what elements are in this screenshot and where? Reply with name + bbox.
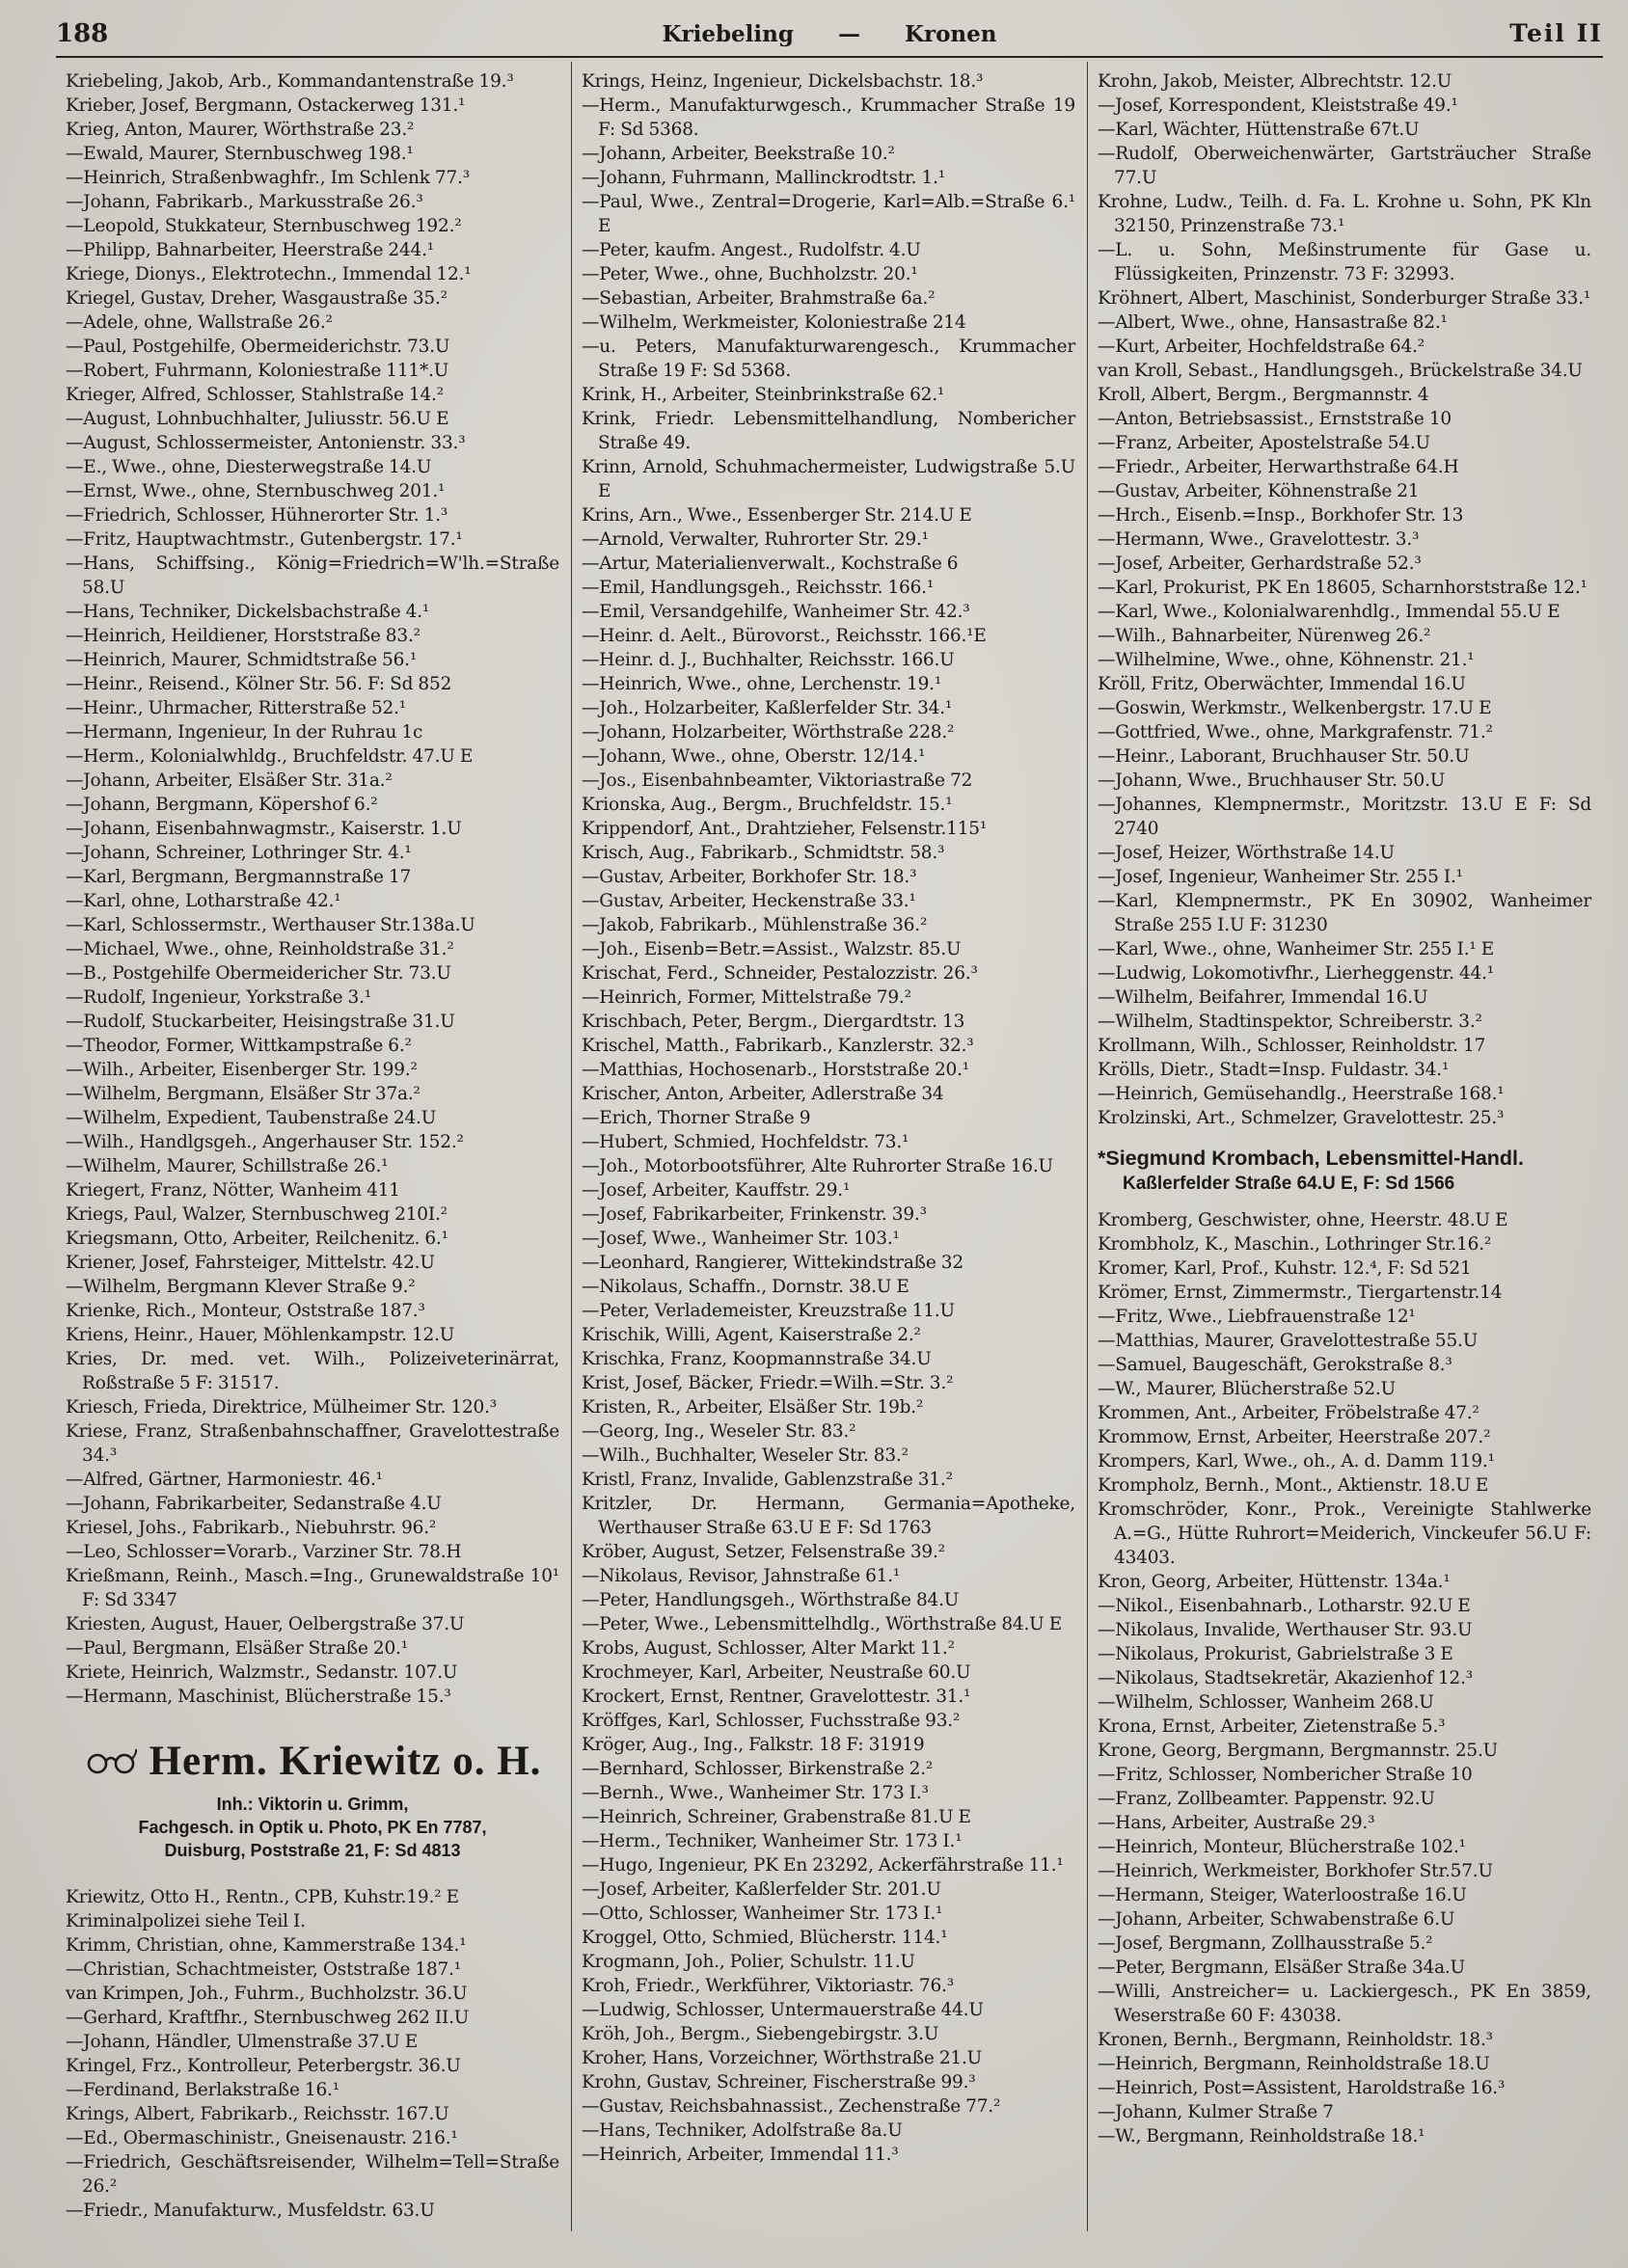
- directory-entry: Kriewitz, Otto H., Rentn., CPB, Kuhstr.19.² E: [66, 1887, 459, 1907]
- directory-entry: —Kurt, Arbeiter, Hochfeldstraße 64.²: [1098, 337, 1424, 357]
- page-number: 188: [56, 19, 109, 48]
- directory-entry: —Ed., Obermaschinistr., Gneisenaustr. 216.¹: [66, 2128, 458, 2148]
- directory-entry: —Heinrich, Post=Assistent, Haroldstraße 16.³: [1098, 2078, 1506, 2098]
- directory-entry: —Leo, Schlosser=Vorarb., Varziner Str. 78.H: [66, 1542, 462, 1562]
- running-head: [268, 21, 1391, 47]
- directory-entry: —B., Postgehilfe Obermeidericher Str. 73.U: [66, 963, 451, 984]
- directory-entry: —Sebastian, Arbeiter, Brahmstraße 6a.²: [582, 288, 936, 309]
- directory-entry: —Hans, Arbeiter, Austraße 29.³: [1098, 1813, 1375, 1833]
- directory-entry: —Hrch., Eisenb.=Insp., Borkhofer Str. 13: [1098, 505, 1464, 526]
- directory-entry: —Heinrich, Werkmeister, Borkhofer Str.57.U: [1098, 1861, 1493, 1881]
- directory-entry: Kroh, Friedr., Werkführer, Viktoriastr. 76.³: [582, 1976, 954, 1996]
- directory-entry: —Heinrich, Former, Mittelstraße 79.²: [582, 987, 911, 1008]
- directory-entry: —Peter, Bergmann, Elsäßer Straße 34a.U: [1098, 1958, 1465, 1978]
- directory-entry: —Joh., Holzarbeiter, Kaßlerfelder Str. 34.¹: [582, 698, 953, 718]
- directory-entry: —Wilh., Handlgsgeh., Angerhauser Str. 152.²: [66, 1132, 464, 1152]
- directory-entry: Kron, Georg, Arbeiter, Hüttenstr. 134a.¹: [1098, 1572, 1451, 1592]
- directory-entry: —Hans, Techniker, Adolfstraße 8a.U: [582, 2120, 903, 2141]
- directory-entry: —Philipp, Bahnarbeiter, Heerstraße 244.¹: [66, 240, 435, 260]
- ad-owner-line: Inh.: Viktorin u. Grimm,: [216, 1795, 409, 1814]
- directory-entry: Krimm, Christian, ohne, Kammerstraße 134.¹: [66, 1935, 467, 1956]
- directory-entry: Krona, Ernst, Arbeiter, Zietenstraße 5.³: [1098, 1716, 1446, 1737]
- directory-entry: —Theodor, Former, Wittkampstraße 6.²: [66, 1036, 412, 1056]
- directory-entry: Krisch, Aug., Fabrikarb., Schmidtstr. 58.³: [582, 843, 945, 863]
- directory-entry: Kriese, Franz, Straßenbahnschaffner, Gravelottestraße 34.³: [66, 1421, 559, 1466]
- directory-entry: Krienke, Rich., Monteur, Oststraße 187.³: [66, 1301, 425, 1321]
- running-head-separator: —: [837, 21, 860, 47]
- directory-entry: —Matthias, Maurer, Gravelottestraße 55.U: [1098, 1331, 1479, 1351]
- directory-entry: Krompholz, Bernh., Mont., Aktienstr. 18.U E: [1098, 1475, 1489, 1496]
- directory-entry: —Gottfried, Wwe., ohne, Markgrafenstr. 71.²: [1098, 722, 1493, 742]
- directory-entry: —W., Bergmann, Reinholdstraße 18.¹: [1098, 2126, 1425, 2146]
- directory-entry: —Ferdinand, Berlakstraße 16.¹: [66, 2080, 339, 2100]
- directory-entry: —Nikolaus, Stadtsekretär, Akazienhof 12.³: [1098, 1668, 1474, 1688]
- directory-entry: Kriminalpolizei siehe Teil I.: [66, 1911, 306, 1931]
- directory-entry: —Heinr., Laborant, Bruchhauser Str. 50.U: [1098, 746, 1470, 767]
- column-3-entries-top: [1098, 69, 1591, 1130]
- directory-entry: —Wilhelm, Schlosser, Wanheim 268.U: [1098, 1692, 1434, 1713]
- directory-entry: Krieger, Alfred, Schlosser, Stahlstraße 14.²: [66, 385, 444, 405]
- directory-entry: Krischka, Franz, Koopmannstraße 34.U: [582, 1349, 932, 1369]
- directory-entry: —Gerhard, Kraftfhr., Sternbuschweg 262 II.U: [66, 2008, 470, 2028]
- directory-entry: —Leopold, Stukkateur, Sternbuschweg 192.²: [66, 216, 462, 236]
- directory-entry: —Gustav, Reichsbahnassist., Zechenstraße 77.²: [582, 2096, 1001, 2117]
- directory-entry: Kröffges, Karl, Schlosser, Fuchsstraße 93.²: [582, 1711, 961, 1731]
- directory-entry: Kröhnert, Albert, Maschinist, Sonderburger Straße 33.¹: [1098, 288, 1591, 309]
- part-label: Teil II: [1509, 19, 1603, 47]
- directory-entry: —Gustav, Arbeiter, Köhnenstraße 21: [1098, 481, 1420, 501]
- directory-entry: —Karl, Klempnermstr., PK En 30902, Wanheimer Straße 255 I.U F: 31230: [1098, 891, 1591, 935]
- directory-entry: Kringel, Frz., Kontrolleur, Peterbergstr. 36.U: [66, 2056, 461, 2076]
- directory-entry: —Fritz, Schlosser, Nombericher Straße 10: [1098, 1765, 1473, 1785]
- directory-entry: Krings, Heinz, Ingenieur, Dickelsbachstr. 18.³: [582, 71, 984, 92]
- directory-entry: Krommen, Ant., Arbeiter, Fröbelstraße 47.²: [1098, 1403, 1479, 1423]
- directory-entry: —Wilhelm, Maurer, Schillstraße 26.¹: [66, 1156, 389, 1176]
- directory-entry: —Josef, Korrespondent, Kleiststraße 49.¹: [1098, 95, 1458, 116]
- directory-entry: —Johann, Holzarbeiter, Wörthstraße 228.²: [582, 722, 955, 742]
- directory-entry: —Nikolaus, Schaffn., Dornstr. 38.U E: [582, 1277, 909, 1297]
- highlight-name-line: *Siegmund Krombach, Lebensmittel-Handl.: [1098, 1147, 1524, 1170]
- directory-entry: —Wilhelm, Expedient, Taubenstraße 24.U: [66, 1108, 437, 1128]
- directory-entry: —Hugo, Ingenieur, PK En 23292, Ackerfährstraße 11.¹: [582, 1855, 1064, 1876]
- directory-entry: —Rudolf, Ingenieur, Yorkstraße 3.¹: [66, 987, 372, 1008]
- directory-entry: —Erich, Thorner Straße 9: [582, 1108, 811, 1128]
- column-1-entries-bottom: [66, 1885, 559, 2223]
- directory-entry: Kriegs, Paul, Walzer, Sternbuschweg 210I.²: [66, 1204, 448, 1225]
- directory-entry: —Peter, kaufm. Angest., Rudolfstr. 4.U: [582, 240, 921, 260]
- directory-entry: —Goswin, Werkmstr., Welkenbergstr. 17.U E: [1098, 698, 1492, 718]
- directory-entry: —Karl, Bergmann, Bergmannstraße 17: [66, 867, 412, 887]
- ad-address-line: Duisburg, Poststraße 21, F: Sd 4813: [164, 1841, 461, 1860]
- directory-entry: Krischbach, Peter, Bergm., Diergardtstr. 13: [582, 1012, 965, 1032]
- column-2-entries: [582, 69, 1075, 2167]
- directory-entry: Kriesch, Frieda, Direktrice, Mülheimer Str. 120.³: [66, 1397, 498, 1418]
- directory-entry: —Heinrich, Arbeiter, Immendal 11.³: [582, 2145, 899, 2165]
- directory-entry: —Heinr. d. Aelt., Bürovorst., Reichsstr. 166.¹E: [582, 626, 987, 646]
- highlight-address-line: Kaßlerfelder Straße 64.U E, F: Sd 1566: [1123, 1174, 1455, 1194]
- directory-entry: —Peter, Verlademeister, Kreuzstraße 11.U: [582, 1301, 955, 1321]
- directory-entry: Kriener, Josef, Fahrsteiger, Mittelstr. 42.U: [66, 1253, 435, 1273]
- directory-entry: —Josef, Arbeiter, Kaßlerfelder Str. 201.U: [582, 1879, 941, 1900]
- directory-entry: —Alfred, Gärtner, Harmoniestr. 46.¹: [66, 1470, 383, 1490]
- directory-columns: [56, 62, 1603, 2231]
- column-3: [1087, 62, 1603, 2231]
- directory-entry: —Josef, Wwe., Wanheimer Str. 103.¹: [582, 1228, 900, 1249]
- directory-entry: —Hermann, Wwe., Gravelottestr. 3.³: [1098, 529, 1420, 550]
- directory-entry: Krogmann, Joh., Polier, Schulstr. 11.U: [582, 1952, 915, 1972]
- directory-entry: —Heinrich, Bergmann, Reinholdstraße 18.U: [1098, 2054, 1490, 2074]
- directory-entry: —Matthias, Hochosenarb., Horststraße 20.¹: [582, 1060, 970, 1080]
- directory-entry: —Johann, Arbeiter, Beekstraße 10.²: [582, 144, 895, 164]
- directory-entry: —Michael, Wwe., ohne, Reinholdstraße 31.²: [66, 939, 454, 959]
- directory-entry: —Wilh., Bahnarbeiter, Nürenweg 26.²: [1098, 626, 1431, 646]
- directory-entry: —Herm., Manufakturwgesch., Krummacher Straße 19 F: Sd 5368.: [582, 95, 1075, 140]
- directory-entry: Kritzler, Dr. Hermann, Germania=Apotheke, Werthauser Straße 63.U E F: Sd 1763: [582, 1494, 1075, 1538]
- directory-entry: Krischik, Willi, Agent, Kaiserstraße 2.²: [582, 1325, 921, 1345]
- directory-entry: Kröber, August, Setzer, Felsenstraße 39.²: [582, 1542, 945, 1562]
- directory-entry: —Rudolf, Stuckarbeiter, Heisingstraße 31.U: [66, 1012, 455, 1032]
- directory-entry: —Peter, Wwe., ohne, Buchholzstr. 20.¹: [582, 264, 918, 284]
- directory-entry: —Nikol., Eisenbahnarb., Lotharstr. 92.U E: [1098, 1596, 1471, 1616]
- directory-entry: —Nikolaus, Prokurist, Gabrielstraße 3 E: [1098, 1644, 1453, 1664]
- directory-entry: Kriebeling, Jakob, Arb., Kommandantenstraße 19.³: [66, 71, 514, 92]
- directory-entry: —Karl, ohne, Lotharstraße 42.¹: [66, 891, 341, 911]
- directory-entry: Kriegert, Franz, Nötter, Wanheim 411: [66, 1180, 400, 1201]
- directory-entry: Krink, Friedr. Lebensmittelhandlung, Nombericher Straße 49.: [582, 409, 1075, 453]
- directory-entry: Krinn, Arnold, Schuhmachermeister, Ludwigstraße 5.U E: [582, 457, 1075, 501]
- directory-entry: —Nikolaus, Invalide, Werthauser Str. 93.U: [1098, 1620, 1473, 1640]
- directory-entry: —Heinrich, Gemüsehandlg., Heerstraße 168.¹: [1098, 1084, 1505, 1104]
- directory-entry: —Albert, Wwe., ohne, Hansastraße 82.¹: [1098, 312, 1448, 333]
- directory-entry: Krölls, Dietr., Stadt=Insp. Fuldastr. 34.¹: [1098, 1060, 1450, 1080]
- directory-entry: —Heinrich, Monteur, Blücherstraße 102.¹: [1098, 1837, 1466, 1857]
- directory-entry: —Fritz, Hauptwachtmstr., Gutenbergstr. 17.¹: [66, 529, 463, 550]
- directory-entry: —Bernhard, Schlosser, Birkenstraße 2.²: [582, 1759, 934, 1779]
- directory-entry: —Wilh., Buchhalter, Weseler Str. 83.²: [582, 1445, 909, 1466]
- directory-entry: —Franz, Zollbeamter. Pappenstr. 92.U: [1098, 1789, 1435, 1809]
- directory-entry: —Willi, Anstreicher= u. Lackiergesch., PK En 3859, Weserstraße 60 F: 43038.: [1098, 1982, 1591, 2026]
- directory-entry: —Wilhelm, Bergmann Klever Straße 9.²: [66, 1277, 416, 1297]
- directory-entry: —Heinr., Uhrmacher, Ritterstraße 52.¹: [66, 698, 407, 718]
- directory-entry: —Ludwig, Schlosser, Untermauerstraße 44.U: [582, 2000, 984, 2020]
- directory-entry: —Johann, Arbeiter, Elsäßer Str. 31a.²: [66, 770, 393, 791]
- directory-entry: —Hermann, Maschinist, Blücherstraße 15.³: [66, 1687, 451, 1707]
- directory-entry: Krischel, Matth., Fabrikarb., Kanzlerstr. 32.³: [582, 1036, 974, 1056]
- directory-entry: Kriegsmann, Otto, Arbeiter, Reilchenitz. 6.¹: [66, 1228, 448, 1249]
- directory-entry: —Heinrich, Wwe., ohne, Lerchenstr. 19.¹: [582, 674, 942, 694]
- directory-entry: —Herm., Kolonialwhldg., Bruchfeldstr. 47.U E: [66, 746, 474, 767]
- directory-entry: —Josef, Ingenieur, Wanheimer Str. 255 I.¹: [1098, 867, 1463, 887]
- directory-entry: —Hermann, Ingenieur, In der Ruhrau 1c: [66, 722, 423, 742]
- directory-entry: —Jos., Eisenbahnbeamter, Viktoriastraße 72: [582, 770, 973, 791]
- directory-entry: —Samuel, Baugeschäft, Gerokstraße 8.³: [1098, 1355, 1452, 1375]
- directory-entry: Kröll, Fritz, Oberwächter, Immendal 16.U: [1098, 674, 1466, 694]
- directory-entry: —Johannes, Klempnermstr., Moritzstr. 13.U E F: Sd 2740: [1098, 795, 1591, 839]
- directory-entry: Krießmann, Reinh., Masch.=Ing., Grunewaldstraße 10¹ F: Sd 3347: [66, 1566, 559, 1610]
- directory-entry: —Johann, Schreiner, Lothringer Str. 4.¹: [66, 843, 412, 863]
- directory-entry: Kroll, Albert, Bergm., Bergmannstr. 4: [1098, 385, 1429, 405]
- directory-entry: —Paul, Postgehilfe, Obermeiderichstr. 73.U: [66, 337, 450, 357]
- directory-entry: —Joh., Motorbootsführer, Alte Ruhrorter Straße 16.U: [582, 1156, 1053, 1176]
- directory-entry: —Johann, Kulmer Straße 7: [1098, 2102, 1334, 2122]
- directory-entry: Krockert, Ernst, Rentner, Gravelottestr. 31.¹: [582, 1687, 971, 1707]
- directory-entry: —Joh., Eisenb=Betr.=Assist., Walzstr. 85.U: [582, 939, 962, 959]
- directory-entry: —Heinr., Reisend., Kölner Str. 56. F: Sd 852: [66, 674, 452, 694]
- directory-entry: —Heinr. d. J., Buchhalter, Reichsstr. 166.U: [582, 650, 955, 670]
- directory-entry: Kriete, Heinrich, Walzmstr., Sedanstr. 107.U: [66, 1662, 458, 1683]
- directory-entry: —Josef, Arbeiter, Kauffstr. 29.¹: [582, 1180, 851, 1201]
- directory-entry: Krippendorf, Ant., Drahtzieher, Felsenstr.115¹: [582, 819, 988, 839]
- directory-entry: Kristl, Franz, Invalide, Gablenzstraße 31.²: [582, 1470, 953, 1490]
- directory-entry: Kronen, Bernh., Bergmann, Reinholdstr. 18.³: [1098, 2030, 1493, 2050]
- directory-entry: Krieber, Josef, Bergmann, Ostackerweg 131.¹: [66, 95, 466, 116]
- directory-entry: Kriegel, Gustav, Dreher, Wasgaustraße 35.²: [66, 288, 448, 309]
- directory-entry: —Friedr., Arbeiter, Herwarthstraße 64.H: [1098, 457, 1459, 477]
- directory-entry: —Ernst, Wwe., ohne, Sternbuschweg 201.¹: [66, 481, 446, 501]
- directory-entry: —Heinrich, Straßenbwaghfr., Im Schlenk 77.³: [66, 168, 470, 188]
- directory-entry: —Hubert, Schmied, Hochfeldstr. 73.¹: [582, 1132, 909, 1152]
- krombach-highlight-entry: [1098, 1146, 1591, 1197]
- directory-entry: —Otto, Schlosser, Wanheimer Str. 173 I.¹: [582, 1904, 943, 1924]
- directory-entry: Kriesel, Johs., Fabrikarb., Niebuhrstr. 96.²: [66, 1518, 437, 1538]
- directory-entry: —Hans, Techniker, Dickelsbachstraße 4.¹: [66, 602, 430, 622]
- directory-entry: Krins, Arn., Wwe., Essenberger Str. 214.U E: [582, 505, 972, 526]
- directory-entry: van Krimpen, Joh., Fuhrm., Buchholzstr. 36.U: [66, 1984, 468, 2004]
- column-3-entries-bottom: [1098, 1208, 1591, 2148]
- directory-entry: Kröh, Joh., Bergm., Siebengebirgstr. 3.U: [582, 2024, 939, 2044]
- directory-entry: —Johann, Eisenbahnwagmstr., Kaiserstr. 1.U: [66, 819, 462, 839]
- directory-entry: —Jakob, Fabrikarb., Mühlenstraße 36.²: [582, 915, 928, 935]
- directory-entry: —Artur, Materialienverwalt., Kochstraße 6: [582, 554, 959, 574]
- directory-entry: —August, Schlossermeister, Antonienstr. 33.³: [66, 433, 466, 453]
- directory-entry: Krombholz, K., Maschin., Lothringer Str.16.²: [1098, 1234, 1492, 1255]
- directory-entry: Krischat, Ferd., Schneider, Pestalozzistr. 26.³: [582, 963, 978, 984]
- directory-entry: —Emil, Handlungsgeh., Reichsstr. 166.¹: [582, 578, 935, 598]
- directory-entry: Krionska, Aug., Bergm., Bruchfeldstr. 15.¹: [582, 795, 953, 815]
- directory-entry: Kromberg, Geschwister, ohne, Heerstr. 48.U E: [1098, 1210, 1508, 1230]
- directory-entry: Krommow, Ernst, Arbeiter, Heerstraße 207.²: [1098, 1427, 1491, 1447]
- directory-entry: —Rudolf, Oberweichenwärter, Gartsträucher Straße 77.U: [1098, 144, 1591, 188]
- directory-entry: —Johann, Fabrikarbeiter, Sedanstraße 4.U: [66, 1494, 442, 1514]
- directory-entry: —Friedrich, Schlosser, Hühnerorter Str. 1.³: [66, 505, 448, 526]
- directory-entry: Kromer, Karl, Prof., Kuhstr. 12.⁴, F: Sd 521: [1098, 1258, 1472, 1279]
- directory-entry: —Hermann, Steiger, Waterloostraße 16.U: [1098, 1885, 1467, 1905]
- directory-entry: —Johann, Bergmann, Köpershof 6.²: [66, 795, 378, 815]
- ad-business-line: Fachgesch. in Optik u. Photo, PK En 7787,: [138, 1818, 487, 1837]
- directory-entry: Krompers, Karl, Wwe., oh., A. d. Damm 119.¹: [1098, 1451, 1495, 1472]
- directory-entry: —Johann, Fabrikarb., Markusstraße 26.³: [66, 192, 423, 212]
- column-1-entries-top: [66, 69, 559, 1709]
- directory-entry: —W., Maurer, Blücherstraße 52.U: [1098, 1379, 1396, 1399]
- directory-entry: —Wilh., Arbeiter, Eisenberger Str. 199.²: [66, 1060, 418, 1080]
- directory-entry: —Josef, Bergmann, Zollhausstraße 5.²: [1098, 1933, 1433, 1954]
- directory-entry: Krömer, Ernst, Zimmermstr., Tiergartenstr.14: [1098, 1282, 1503, 1303]
- directory-entry: —Karl, Wwe., ohne, Wanheimer Str. 255 I.¹ E: [1098, 939, 1495, 959]
- directory-entry: —Nikolaus, Revisor, Jahnstraße 61.¹: [582, 1566, 901, 1586]
- directory-entry: —Josef, Heizer, Wörthstraße 14.U: [1098, 843, 1395, 863]
- directory-entry: Kries, Dr. med. vet. Wilh., Polizeiveterinärrat, Roßstraße 5 F: 31517.: [66, 1349, 559, 1393]
- directory-entry: Kriens, Heinr., Hauer, Möhlenkampstr. 12.U: [66, 1325, 455, 1345]
- spectacles-icon: [84, 1747, 140, 1776]
- directory-entry: van Kroll, Sebast., Handlungsgeh., Brückelstraße 34.U: [1098, 361, 1583, 381]
- directory-entry: Krieg, Anton, Maurer, Wörthstraße 23.²: [66, 120, 415, 140]
- directory-entry: —Karl, Wächter, Hüttenstraße 67t.U: [1098, 120, 1420, 140]
- directory-entry: —Gustav, Arbeiter, Heckenstraße 33.¹: [582, 891, 916, 911]
- directory-entry: —Friedrich, Geschäftsreisender, Wilhelm=Tell=Straße 26.²: [66, 2152, 559, 2197]
- kriewitz-advertisement: [66, 1738, 559, 1862]
- directory-entry: —Herm., Techniker, Wanheimer Str. 173 I.¹: [582, 1831, 963, 1851]
- ad-title-row: [66, 1738, 559, 1785]
- directory-entry: —Wilhelm, Bergmann, Elsäßer Str 37a.²: [66, 1084, 421, 1104]
- directory-entry: —Johann, Wwe., Bruchhauser Str. 50.U: [1098, 770, 1446, 791]
- directory-entry: —Wilhelm, Werkmeister, Koloniestraße 214: [582, 312, 966, 333]
- directory-entry: —E., Wwe., ohne, Diesterwegstraße 14.U: [66, 457, 432, 477]
- header-rule: [56, 56, 1603, 58]
- directory-entry: —L. u. Sohn, Meßinstrumente für Gase u. Flüssigkeiten, Prinzenstr. 73 F: 32993.: [1098, 240, 1591, 284]
- directory-entry: —Leonhard, Rangierer, Wittekindstraße 32: [582, 1253, 963, 1273]
- directory-entry: Kriesten, August, Hauer, Oelbergstraße 37.U: [66, 1614, 465, 1634]
- directory-entry: —Emil, Versandgehilfe, Wanheimer Str. 42.³: [582, 602, 970, 622]
- directory-entry: —u. Peters, Manufakturwarengesch., Krummacher Straße 19 F: Sd 5368.: [582, 337, 1075, 381]
- directory-entry: Kröger, Aug., Ing., Falkstr. 18 F: 31919: [582, 1735, 925, 1755]
- directory-entry: —Robert, Fuhrmann, Koloniestraße 111*.U: [66, 361, 449, 381]
- directory-entry: —Wilhelmine, Wwe., ohne, Köhnenstr. 21.¹: [1098, 650, 1475, 670]
- directory-entry: —August, Lohnbuchhalter, Juliusstr. 56.U E: [66, 409, 449, 429]
- directory-entry: Krings, Albert, Fabrikarb., Reichsstr. 167.U: [66, 2104, 449, 2124]
- directory-entry: Kroher, Hans, Vorzeichner, Wörthstraße 21.U: [582, 2048, 983, 2068]
- directory-entry: —Heinrich, Maurer, Schmidtstraße 56.¹: [66, 650, 418, 670]
- directory-entry: —Paul, Bergmann, Elsäßer Straße 20.¹: [66, 1638, 408, 1659]
- directory-entry: Kroggel, Otto, Schmied, Blücherstr. 114.¹: [582, 1928, 948, 1948]
- running-head-left: Kriebeling: [662, 21, 794, 47]
- directory-entry: —Hans, Schiffsing., König=Friedrich=W'lh.=Straße 58.U: [66, 554, 559, 598]
- directory-entry: —Karl, Prokurist, PK En 18605, Scharnhorststraße 12.¹: [1098, 578, 1587, 598]
- directory-entry: —Anton, Betriebsassist., Ernststraße 10: [1098, 409, 1452, 429]
- directory-entry: —Friedr., Manufakturw., Musfeldstr. 63.U: [66, 2200, 435, 2221]
- directory-entry: —Bernh., Wwe., Wanheimer Str. 173 I.³: [582, 1783, 929, 1803]
- directory-entry: Krink, H., Arbeiter, Steinbrinkstraße 62.¹: [582, 385, 945, 405]
- ad-company-name: Herm. Kriewitz o. H.: [149, 1739, 542, 1784]
- directory-entry: —Peter, Handlungsgeh., Wörthstraße 84.U: [582, 1590, 960, 1610]
- column-2: [571, 62, 1087, 2231]
- directory-entry: Krochmeyer, Karl, Arbeiter, Neustraße 60.U: [582, 1662, 971, 1683]
- directory-entry: Krone, Georg, Bergmann, Bergmannstr. 25.U: [1098, 1741, 1499, 1761]
- directory-entry: —Gustav, Arbeiter, Borkhofer Str. 18.³: [582, 867, 917, 887]
- directory-entry: —Paul, Wwe., Zentral=Drogerie, Karl=Alb.=Straße 6.¹ E: [582, 192, 1075, 236]
- directory-entry: —Wilhelm, Stadtinspektor, Schreiberstr. 3.²: [1098, 1012, 1482, 1032]
- directory-entry: Krist, Josef, Bäcker, Friedr.=Wilh.=Str. 3.²: [582, 1373, 954, 1393]
- directory-entry: —Peter, Wwe., Lebensmittelhdlg., Wörthstraße 84.U E: [582, 1614, 1063, 1634]
- page-header: [56, 19, 1603, 48]
- directory-entry: —Ewald, Maurer, Sternbuschweg 198.¹: [66, 144, 414, 164]
- directory-entry: —Johann, Arbeiter, Schwabenstraße 6.U: [1098, 1909, 1455, 1930]
- directory-entry: Krohn, Gustav, Schreiner, Fischerstraße 99.³: [582, 2072, 976, 2092]
- directory-entry: Krohn, Jakob, Meister, Albrechtstr. 12.U: [1098, 71, 1452, 92]
- directory-entry: —Ludwig, Lokomotivfhr., Lierheggenstr. 44.¹: [1098, 963, 1495, 984]
- directory-entry: Kristen, R., Arbeiter, Elsäßer Str. 19b.²: [582, 1397, 924, 1418]
- directory-entry: —Fritz, Wwe., Liebfrauenstraße 12¹: [1098, 1307, 1416, 1327]
- directory-entry: —Adele, ohne, Wallstraße 26.²: [66, 312, 333, 333]
- directory-entry: Krollmann, Wilh., Schlosser, Reinholdstr. 17: [1098, 1036, 1486, 1056]
- directory-entry: —Johann, Fuhrmann, Mallinckrodtstr. 1.¹: [582, 168, 945, 188]
- directory-entry: Kriege, Dionys., Elektrotechn., Immendal 12.¹: [66, 264, 472, 284]
- directory-entry: —Georg, Ing., Weseler Str. 83.²: [582, 1421, 856, 1442]
- directory-entry: —Johann, Händler, Ulmenstraße 37.U E: [66, 2032, 419, 2052]
- directory-entry: —Johann, Wwe., ohne, Oberstr. 12/14.¹: [582, 746, 926, 767]
- directory-entry: —Karl, Schlossermstr., Werthauser Str.138a.U: [66, 915, 475, 935]
- running-head-right: Kronen: [904, 21, 997, 47]
- directory-entry: —Arnold, Verwalter, Ruhrorter Str. 29.¹: [582, 529, 929, 550]
- directory-entry: —Josef, Arbeiter, Gerhardstraße 52.³: [1098, 554, 1422, 574]
- directory-entry: —Wilhelm, Beifahrer, Immendal 16.U: [1098, 987, 1428, 1008]
- directory-entry: Krobs, August, Schlosser, Alter Markt 11.²: [582, 1638, 955, 1659]
- directory-entry: —Heinrich, Heildiener, Horststraße 83.²: [66, 626, 421, 646]
- directory-entry: —Josef, Fabrikarbeiter, Frinkenstr. 39.³: [582, 1204, 927, 1225]
- directory-entry: —Christian, Schachtmeister, Oststraße 187.¹: [66, 1959, 462, 1980]
- column-1: [56, 62, 571, 2231]
- directory-entry: Krohne, Ludw., Teilh. d. Fa. L. Krohne u. Sohn, PK Kln 32150, Prinzenstraße 73.¹: [1098, 192, 1591, 236]
- directory-entry: —Heinrich, Schreiner, Grabenstraße 81.U E: [582, 1807, 971, 1827]
- directory-entry: —Karl, Wwe., Kolonialwarenhdlg., Immendal 55.U E: [1098, 602, 1560, 622]
- directory-entry: Krischer, Anton, Arbeiter, Adlerstraße 34: [582, 1084, 944, 1104]
- directory-entry: —Franz, Arbeiter, Apostelstraße 54.U: [1098, 433, 1430, 453]
- directory-entry: Kromschröder, Konr., Prok., Vereinigte Stahlwerke A.=G., Hütte Ruhrort=Meiderich, Vinckeufer 56.U F: 43403.: [1098, 1499, 1591, 1568]
- directory-entry: Krolzinski, Art., Schmelzer, Gravelottestr. 25.³: [1098, 1108, 1505, 1128]
